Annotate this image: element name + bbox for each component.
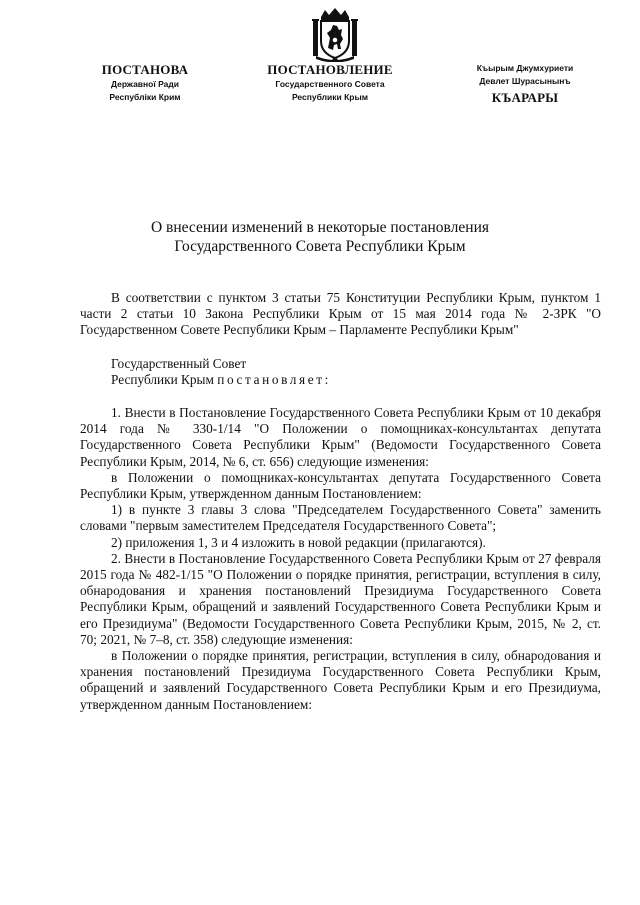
resolves-verb: постановляет: — [217, 371, 331, 387]
header-center-title: ПОСТАНОВЛЕНИЕ — [267, 62, 393, 77]
document-title — [100, 218, 540, 256]
header-crimean-tatar — [450, 62, 600, 106]
item-1-intro: в Положении о помощниках-консультантах депутата Государственного Совета Республики Крым, утвержденном данным Постановлением: — [80, 469, 601, 502]
item-1: 1. Внести в Постановление Государственного Совета Республики Крым от 10 декабря 2014 года № 330-1/14 "О Положении о помощниках-консультантах депутата Государственного Совета Республики Крым" (Ведомости Государственного Совета Республики Крым, 2014, № 6, ст. 656) следующие изменения: — [80, 405, 601, 469]
header-center-line1: Государственного Совета — [275, 79, 385, 89]
header-right-title: КЪАРАРЫ — [491, 90, 559, 105]
title-line-1: О внесении изменений в некоторые постановления — [150, 219, 490, 236]
resolves-body-name: Республики Крым — [111, 371, 214, 387]
header-center-line2: Республики Крым — [291, 92, 369, 102]
item-2: 2. Внести в Постановление Государственного Совета Республики Крым от 27 февраля 2015 года № 482-1/15 "О Положении о порядке принятия, регистрации, вступления в силу, обнародования и хранения постановлений Президиума Государственного Совета Республики Крым, обращений и заявлений Государственного Совета Республики Крым и его Президиума" (Ведомости Государственного Совета Республики Крым, 2015, № 2, ст. 70; 2021, № 7–8, ст. 358) следующие изменения: — [80, 550, 601, 647]
header-left-line1: Державної Ради — [110, 79, 180, 89]
header-left-title: ПОСТАНОВА — [101, 62, 189, 77]
coat-of-arms-icon — [312, 8, 358, 62]
document-body — [80, 290, 601, 713]
header-russian — [240, 62, 420, 104]
resolves-line-2 — [80, 372, 601, 388]
header-ukrainian — [80, 62, 210, 104]
item-2-intro: в Положении о порядке принятия, регистрации, вступления в силу, обнародования и хранения постановлений Президиума Государственного Совета Республики Крым, обращений и заявлений Государственного Совета Республики Крым и его Президиума, утвержденном данным Постановлением: — [80, 648, 601, 712]
item-1-subitem-2: 2) приложения 1, 3 и 4 изложить в новой редакции (прилагаются). — [111, 534, 486, 550]
item-1-subitem-1: 1) в пункте 3 главы 3 слова "Председателем Государственного Совета" заменить словами "первым заместителем Председателя Государственного Совета"; — [80, 502, 601, 534]
resolves-line-1: Государственный Совет — [111, 355, 247, 371]
title-line-2: Государственного Совета Республики Крым — [174, 238, 466, 255]
header-right-line2: Девлет Шурасынынъ — [479, 76, 571, 86]
header-right-line1: Къырым Джумхуриети — [476, 63, 574, 73]
header-left-line2: Республіки Крим — [109, 92, 181, 102]
preamble-paragraph: В соответствии с пунктом 3 статьи 75 Конституции Республики Крым, пунктом 1 части 2 статьи 10 Закона Республики Крым от 15 мая 2014 года № 2-ЗРК "О Государственном Совете Республики Крым – Парламенте Республики Крым" — [80, 290, 601, 338]
